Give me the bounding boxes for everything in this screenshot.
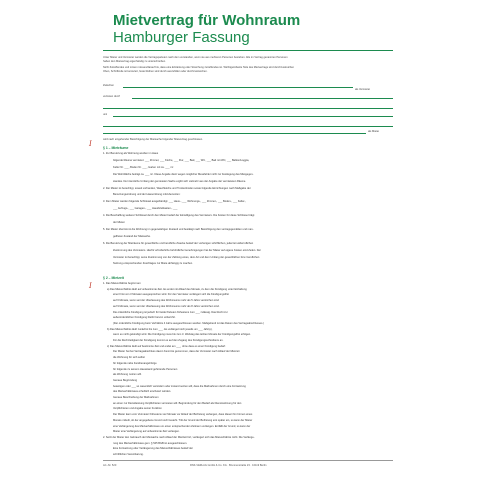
footer-publisher: RNK-VERLAG GmbH & Co. KG · Brunnenstraße 23 · 10119 Berlin <box>190 464 267 467</box>
section1-line: folgende Räume vermietet: ___ Zimmer, ___ Küche, ___ Flur, ___ Bad, ___ WC, ___ Bad mit WC, ___ Balkon/Loggia, <box>113 158 250 162</box>
section2-line: für folgende zu seinem Hausstand gehörende Personen <box>113 367 178 371</box>
section2-line: Verpflichteten und Angabe seiner Funktion <box>113 407 162 411</box>
title-rule <box>103 50 393 51</box>
section2-line: schriftlichen Vereinbarung. <box>113 453 144 456</box>
footer-article-number: Art.-Nr. 520 <box>103 464 117 467</box>
section1-line: Nutzung entsprechenden Zuschlages zur Miete abhängig zu machen. <box>113 262 193 266</box>
section1-line: ___ Aufzugs-, ___ Garagen-, ___ Hausbriefkasten-, ___ <box>113 207 178 211</box>
tenant-address-field-2[interactable] <box>103 133 366 134</box>
footer-rule <box>103 460 393 461</box>
parties-closing: wird nach eingehender Besichtigung der Mietsache folgender Mietvertrag geschlossen. <box>103 138 203 141</box>
section2-line: eine Verlängerung des Mietverhältnisses um einen entsprechenden Zeitraum verlangen. Entfällt der Grund, so kann der <box>113 424 251 428</box>
section1-line: der Mieter. <box>113 221 126 224</box>
section1-line: Zustimmung des Vermieters. Hierfür erforderliche behördliche Genehmigungen hat der Mieter auf eigene Kosten einzuholen. Der <box>113 248 261 252</box>
intro-line: Oben, Schriftzeile ist kursiviert, feste Reihen sind durch auszufüllen oder durchzustreichen. <box>103 70 208 73</box>
section1-line: Benutzungsordnung und der Hausordnung mitzubenutzen: <box>113 193 181 197</box>
section1-line: gelfreien Zustand der Mietsache. <box>113 234 151 238</box>
section2-line: als Wohnung nutzen will. <box>113 373 142 377</box>
section1-line: Keller Nr. ___, Boden Nr. ___, Garten mit ca. ___ m² <box>113 165 174 169</box>
section2-line: Genaue Begründung <box>113 378 138 382</box>
section2-line: auf 6 Monate, wenn seit der Überlassung des Wohnraums mehr als 5 Jahre verstrichen sind <box>113 299 219 303</box>
section2-line: Der Mieter hat bei Vertragsabschluss davon Kenntnis genommen, dass der Vermieter nach Ablauf der Mietzeit <box>113 350 240 354</box>
section1-line: 6. Die Benutzung der Mieträume für gewerbliche und berufliche Zwecke bedarf der vorherigen schriftlichen, jederzeit widerruflichen <box>103 241 254 245</box>
landlord-address-field[interactable] <box>103 108 393 109</box>
section2-line: c) Das Mietverhältnis läuft auf bestimmte Zeit und endet am ___, ohne dass es einer Kündigung bedarf. <box>107 344 226 348</box>
section2-line: Eine Fortsetzung oder Verlängerung des Mietverhältnisses bedarf der <box>113 447 193 451</box>
section1-line: 2. Der Mieter ist berechtigt, soweit vorhanden, Waschküche und Trockenboden sowie folgende Einrichtungen nach Maßgabe der <box>103 186 251 190</box>
section2-line: einer Frist von 3 Monaten ausgesprochen wird. Für den Vermieter verlängert sich die Kündigungsfrist <box>113 293 229 297</box>
section2-line: Der Mieter kann vom Vermieter frühestens vier Monate vor Ablauf der Befristung verlangen, dass dieser ihm binnen eines <box>113 413 253 417</box>
section1-line: Die Wohnfläche beträgt ca. ___ m². Diese Angabe dient wegen möglicher Messfehler nicht zur Festlegung des Mietgegen- <box>113 172 254 176</box>
section2-line: a) Das Mietverhältnis läuft auf unbestimmte Zeit. Es endet mit Ablauf des Monats, zu dem die Kündigung unter Einhaltung <box>107 287 247 291</box>
section2-heading: § 2 – Mietzeit <box>103 276 124 280</box>
section1-line: Vermieter ist berechtigt, seine Zustimmung von der Zahlung eines, dem Art und dem Umfang der gewerblichen bzw. beruflichen <box>113 255 260 259</box>
section2-line: die Wohnung für sich selbst <box>113 356 145 360</box>
section1-line: 1. Zur Benutzung als Wohnung werden im Haus <box>103 152 159 155</box>
section2-line: 1. Das Mietverhältnis beginnt am <box>103 282 141 285</box>
margin-mark: I <box>89 282 92 290</box>
section2-line: beseitigen oder ___ so wesentlich verändern oder instand setzen will, dass die Maßnahmen durch eine Fortsetzung <box>113 384 246 388</box>
section2-line: Die ordentliche Kündigung ist jedoch für beide Parteien frühestens zum ___ zulässig. Das Recht zur <box>113 310 228 314</box>
section2-line: auf 9 Monate, wenn seit der Überlassung des Wohnraums mehr als 8 Jahre verstrichen sind. <box>113 304 220 308</box>
tenant-label: als Mieter <box>368 130 380 133</box>
between-label: Zwischen <box>103 84 114 87</box>
section2-line: Monats mitteilt, ob der angegebene Grund noch besteht. Tritt der Grund der Befristung erst später ein, so kann der Mieter <box>113 418 253 422</box>
and-label: und <box>103 113 108 116</box>
section2-line: 2. Setzt der Mieter den Gebrauch der Mietsache nach Ablauf der Mietzeit fort, verlängert sich das Mietverhältnis nicht. Die Verlänge- <box>103 435 255 439</box>
section2-line: Mieter eine Verlängerung auf unbestimmte Zeit verlangen. <box>113 430 180 434</box>
tenant-address-field[interactable] <box>103 126 393 127</box>
landlord-label: als Vermieter <box>355 88 371 91</box>
intro-line: haben den Mietvertrag eigenhändig zu unterschreiben. <box>103 60 166 63</box>
section2-line: wenn es nicht gekündigt wird. Die Kündigung muss bis zum 3. Werktag des letzten Monats der Kündigungsfrist erfolgen. <box>113 333 251 337</box>
section2-line: außerordentlichen Kündigung bleibt hiervon unberührt. <box>113 316 176 320</box>
section1-heading: § 1 – Mieträume <box>103 146 129 150</box>
margin-mark: I <box>89 140 92 148</box>
intro-line: Nicht Zutreffendes und Linien müssen/darauf bis, dass eine Ertränkung oder Streichung zutreffendes ist. Wichtige/Abatze Teile des Mietvertrags sind durchzustreichen <box>103 66 295 69</box>
section1-line: standes. Der räumliche Umfang der gemieteten Sache ergibt sich vielmehr aus der Angabe der vermieteten Räume. <box>113 179 247 183</box>
section1-line: 5. Der Mieter übernimmt die Wohnung im gegenwärtigen Zustand und bestätigt nach Besichtigung den vertragsgemäßen und man- <box>103 227 254 231</box>
page-title: Mietvertrag für Wohnraum <box>113 12 301 29</box>
intro-line: Unter Mieter und Vermieter werden die Vertragsparteien nach dem verstanden, wenn sie aus mehreren Personen bestehen. Alle im Vertrag genannten Personen <box>103 56 288 59</box>
section2-line: Genaue Beschreibung der Maßnahmen <box>113 396 159 399</box>
landlord-name-field[interactable] <box>123 87 353 88</box>
represented-label: vertreten durch <box>103 95 121 98</box>
section2-line: für folgende nahe Familienangehörige <box>113 361 157 365</box>
page-subtitle: Hamburger Fassung <box>113 29 250 46</box>
section2-line: des Mietverhältnisses erheblich erschwert würden. <box>113 390 172 394</box>
section1-line: 4. Die Beschaffung weiterer Schlüssel durch den Mieter bedarf der Einwilligung des Vermieters. Die Kosten für diese Schlüssel trägt <box>103 214 255 218</box>
representative-field[interactable] <box>132 98 393 99</box>
section1-line: 3. Dem Mieter werden folgende Schlüssel ausgehändigt: ___ Haus-, ___ Wohnungs-, ___ Zimmer-, ___ Boden-, ___ Keller-, <box>103 200 247 204</box>
tenant-name-field[interactable] <box>113 116 393 117</box>
section2-line: b) Das Mietverhältnis läuft zunächst bis zum ___. Es verlängert sich jeweils um ___ Jahr(e), <box>107 327 213 331</box>
section2-line: Für die Rechtzeitigkeit der Kündigung kommt es auf den Zugang des Kündigungsschreibens an. <box>113 339 224 342</box>
section2-line: rung des Mietverhältnisses gem. § 545 BGB ist ausgeschlossen. <box>113 441 188 445</box>
section2-line: an einen zur Dienstleistung Verpflichteten vermieten will. Begründung für den Bedarf als Dienstwohnung für den <box>113 401 242 405</box>
section2-line: (Der ordentliche Kündigung beim Verhältnis 4 Jahre ausgeschlossen werden. Maßgebend ist das Datum des Vertragsabschlusses.) <box>113 321 264 325</box>
